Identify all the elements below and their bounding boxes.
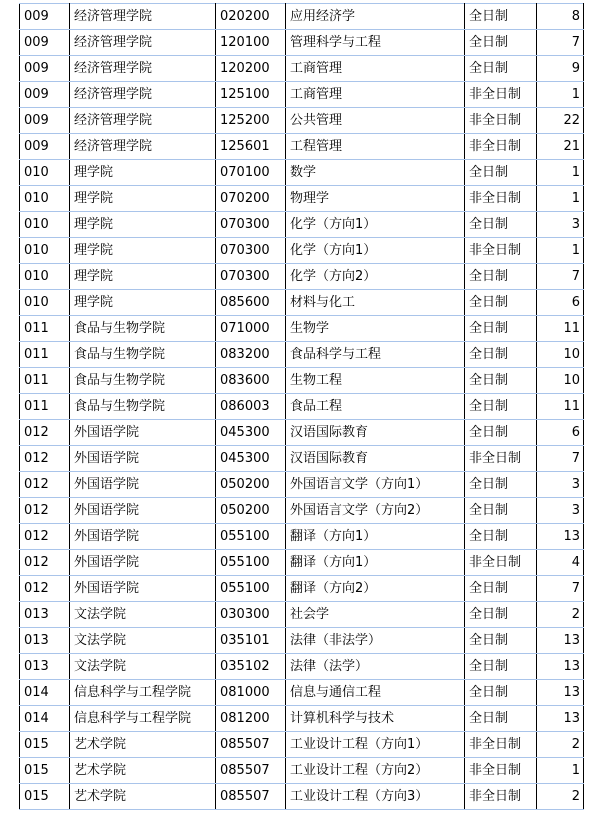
- quota-cell: 6: [537, 290, 584, 316]
- table-row: [20, 576, 584, 602]
- table-row: [20, 316, 584, 342]
- college-code-cell: 010: [20, 264, 70, 290]
- quota-cell: 10: [537, 368, 584, 394]
- college-name-cell: 理学院: [70, 264, 216, 290]
- college-name-cell: 食品与生物学院: [70, 316, 216, 342]
- college-name-cell: 信息科学与工程学院: [70, 706, 216, 732]
- major-name-cell: 计算机科学与技术: [286, 706, 465, 732]
- major-code-cell: 081000: [216, 680, 286, 706]
- major-name-cell: 社会学: [286, 602, 465, 628]
- major-code-cell: 070200: [216, 186, 286, 212]
- major-name-cell: 化学（方向1）: [286, 212, 465, 238]
- study-mode-cell: 非全日制: [465, 238, 537, 264]
- table-row: [20, 420, 584, 446]
- major-code-cell: 125100: [216, 82, 286, 108]
- major-name-cell: 翻译（方向2）: [286, 576, 465, 602]
- study-mode-cell: 非全日制: [465, 108, 537, 134]
- major-code-cell: 045300: [216, 446, 286, 472]
- table-row: [20, 498, 584, 524]
- table-row: [20, 706, 584, 732]
- college-name-cell: 外国语学院: [70, 446, 216, 472]
- college-code-cell: 010: [20, 160, 70, 186]
- table-row: [20, 212, 584, 238]
- study-mode-cell: 全日制: [465, 4, 537, 30]
- college-name-cell: 经济管理学院: [70, 82, 216, 108]
- college-code-cell: 015: [20, 732, 70, 758]
- enrollment-table: [19, 3, 584, 810]
- study-mode-cell: 全日制: [465, 342, 537, 368]
- table-row: [20, 160, 584, 186]
- quota-cell: 22: [537, 108, 584, 134]
- table-row: [20, 446, 584, 472]
- college-name-cell: 外国语学院: [70, 472, 216, 498]
- major-code-cell: 055100: [216, 550, 286, 576]
- college-code-cell: 009: [20, 134, 70, 160]
- quota-cell: 7: [537, 30, 584, 56]
- quota-cell: 3: [537, 472, 584, 498]
- major-name-cell: 汉语国际教育: [286, 446, 465, 472]
- major-name-cell: 生物学: [286, 316, 465, 342]
- study-mode-cell: 全日制: [465, 706, 537, 732]
- quota-cell: 1: [537, 82, 584, 108]
- quota-cell: 13: [537, 524, 584, 550]
- table-row: [20, 394, 584, 420]
- quota-cell: 1: [537, 160, 584, 186]
- enrollment-table-container: [19, 3, 583, 810]
- quota-cell: 2: [537, 732, 584, 758]
- major-code-cell: 070300: [216, 264, 286, 290]
- major-code-cell: 083600: [216, 368, 286, 394]
- study-mode-cell: 非全日制: [465, 550, 537, 576]
- major-code-cell: 081200: [216, 706, 286, 732]
- college-name-cell: 文法学院: [70, 654, 216, 680]
- quota-cell: 1: [537, 758, 584, 784]
- study-mode-cell: 全日制: [465, 212, 537, 238]
- college-name-cell: 文法学院: [70, 628, 216, 654]
- quota-cell: 13: [537, 654, 584, 680]
- major-name-cell: 应用经济学: [286, 4, 465, 30]
- table-row: [20, 654, 584, 680]
- major-name-cell: 化学（方向1）: [286, 238, 465, 264]
- table-row: [20, 108, 584, 134]
- quota-cell: 8: [537, 4, 584, 30]
- college-name-cell: 食品与生物学院: [70, 342, 216, 368]
- college-name-cell: 理学院: [70, 238, 216, 264]
- table-row: [20, 4, 584, 30]
- college-name-cell: 艺术学院: [70, 784, 216, 810]
- study-mode-cell: 全日制: [465, 498, 537, 524]
- quota-cell: 1: [537, 238, 584, 264]
- quota-cell: 2: [537, 784, 584, 810]
- major-name-cell: 工商管理: [286, 56, 465, 82]
- college-code-cell: 012: [20, 472, 70, 498]
- major-name-cell: 翻译（方向1）: [286, 524, 465, 550]
- study-mode-cell: 全日制: [465, 602, 537, 628]
- major-name-cell: 化学（方向2）: [286, 264, 465, 290]
- college-name-cell: 外国语学院: [70, 550, 216, 576]
- college-name-cell: 食品与生物学院: [70, 368, 216, 394]
- college-name-cell: 理学院: [70, 290, 216, 316]
- quota-cell: 13: [537, 628, 584, 654]
- college-code-cell: 015: [20, 784, 70, 810]
- study-mode-cell: 全日制: [465, 472, 537, 498]
- major-code-cell: 020200: [216, 4, 286, 30]
- table-row: [20, 342, 584, 368]
- major-name-cell: 法律（非法学）: [286, 628, 465, 654]
- quota-cell: 9: [537, 56, 584, 82]
- quota-cell: 21: [537, 134, 584, 160]
- college-code-cell: 012: [20, 498, 70, 524]
- quota-cell: 7: [537, 264, 584, 290]
- table-row: [20, 30, 584, 56]
- college-code-cell: 009: [20, 108, 70, 134]
- college-name-cell: 文法学院: [70, 602, 216, 628]
- table-row: [20, 784, 584, 810]
- college-name-cell: 经济管理学院: [70, 134, 216, 160]
- table-row: [20, 628, 584, 654]
- college-code-cell: 009: [20, 30, 70, 56]
- major-code-cell: 050200: [216, 498, 286, 524]
- study-mode-cell: 全日制: [465, 524, 537, 550]
- quota-cell: 2: [537, 602, 584, 628]
- college-code-cell: 010: [20, 212, 70, 238]
- college-code-cell: 013: [20, 628, 70, 654]
- college-code-cell: 014: [20, 680, 70, 706]
- quota-cell: 7: [537, 576, 584, 602]
- table-row: [20, 758, 584, 784]
- study-mode-cell: 全日制: [465, 576, 537, 602]
- table-row: [20, 82, 584, 108]
- table-row: [20, 550, 584, 576]
- major-name-cell: 外国语言文学（方向1）: [286, 472, 465, 498]
- quota-cell: 13: [537, 706, 584, 732]
- college-code-cell: 012: [20, 550, 70, 576]
- major-name-cell: 数学: [286, 160, 465, 186]
- college-name-cell: 理学院: [70, 160, 216, 186]
- table-row: [20, 680, 584, 706]
- college-code-cell: 014: [20, 706, 70, 732]
- study-mode-cell: 全日制: [465, 30, 537, 56]
- major-code-cell: 055100: [216, 524, 286, 550]
- college-code-cell: 011: [20, 316, 70, 342]
- study-mode-cell: 全日制: [465, 290, 537, 316]
- college-code-cell: 011: [20, 394, 70, 420]
- major-code-cell: 050200: [216, 472, 286, 498]
- major-code-cell: 055100: [216, 576, 286, 602]
- major-name-cell: 材料与化工: [286, 290, 465, 316]
- college-code-cell: 010: [20, 290, 70, 316]
- quota-cell: 10: [537, 342, 584, 368]
- college-name-cell: 经济管理学院: [70, 108, 216, 134]
- college-name-cell: 外国语学院: [70, 524, 216, 550]
- major-code-cell: 035101: [216, 628, 286, 654]
- table-row: [20, 472, 584, 498]
- college-code-cell: 009: [20, 4, 70, 30]
- study-mode-cell: 全日制: [465, 264, 537, 290]
- college-name-cell: 经济管理学院: [70, 56, 216, 82]
- major-name-cell: 外国语言文学（方向2）: [286, 498, 465, 524]
- major-code-cell: 120100: [216, 30, 286, 56]
- college-code-cell: 010: [20, 186, 70, 212]
- major-name-cell: 工业设计工程（方向3）: [286, 784, 465, 810]
- table-row: [20, 238, 584, 264]
- quota-cell: 4: [537, 550, 584, 576]
- major-name-cell: 工程管理: [286, 134, 465, 160]
- table-row: [20, 264, 584, 290]
- study-mode-cell: 全日制: [465, 680, 537, 706]
- study-mode-cell: 全日制: [465, 368, 537, 394]
- college-code-cell: 011: [20, 368, 70, 394]
- college-name-cell: 理学院: [70, 212, 216, 238]
- major-code-cell: 070100: [216, 160, 286, 186]
- college-code-cell: 009: [20, 56, 70, 82]
- table-row: [20, 186, 584, 212]
- major-code-cell: 125200: [216, 108, 286, 134]
- college-code-cell: 011: [20, 342, 70, 368]
- major-code-cell: 070300: [216, 212, 286, 238]
- college-name-cell: 外国语学院: [70, 420, 216, 446]
- major-name-cell: 公共管理: [286, 108, 465, 134]
- major-name-cell: 信息与通信工程: [286, 680, 465, 706]
- college-name-cell: 艺术学院: [70, 732, 216, 758]
- major-code-cell: 086003: [216, 394, 286, 420]
- college-code-cell: 013: [20, 654, 70, 680]
- major-code-cell: 085507: [216, 732, 286, 758]
- major-code-cell: 035102: [216, 654, 286, 680]
- major-name-cell: 工业设计工程（方向1）: [286, 732, 465, 758]
- quota-cell: 11: [537, 394, 584, 420]
- quota-cell: 11: [537, 316, 584, 342]
- college-name-cell: 理学院: [70, 186, 216, 212]
- college-code-cell: 013: [20, 602, 70, 628]
- major-code-cell: 085507: [216, 784, 286, 810]
- table-row: [20, 368, 584, 394]
- college-code-cell: 012: [20, 576, 70, 602]
- study-mode-cell: 非全日制: [465, 134, 537, 160]
- major-name-cell: 工业设计工程（方向2）: [286, 758, 465, 784]
- major-code-cell: 083200: [216, 342, 286, 368]
- quota-cell: 1: [537, 186, 584, 212]
- major-name-cell: 物理学: [286, 186, 465, 212]
- college-name-cell: 艺术学院: [70, 758, 216, 784]
- major-code-cell: 085600: [216, 290, 286, 316]
- quota-cell: 6: [537, 420, 584, 446]
- table-body: [20, 4, 584, 810]
- major-name-cell: 食品科学与工程: [286, 342, 465, 368]
- college-code-cell: 012: [20, 420, 70, 446]
- study-mode-cell: 非全日制: [465, 82, 537, 108]
- college-name-cell: 信息科学与工程学院: [70, 680, 216, 706]
- major-name-cell: 工商管理: [286, 82, 465, 108]
- study-mode-cell: 全日制: [465, 160, 537, 186]
- major-name-cell: 管理科学与工程: [286, 30, 465, 56]
- table-row: [20, 602, 584, 628]
- college-name-cell: 外国语学院: [70, 576, 216, 602]
- quota-cell: 13: [537, 680, 584, 706]
- college-code-cell: 009: [20, 82, 70, 108]
- major-code-cell: 071000: [216, 316, 286, 342]
- study-mode-cell: 非全日制: [465, 758, 537, 784]
- college-code-cell: 010: [20, 238, 70, 264]
- major-code-cell: 070300: [216, 238, 286, 264]
- major-code-cell: 030300: [216, 602, 286, 628]
- college-name-cell: 外国语学院: [70, 498, 216, 524]
- college-name-cell: 经济管理学院: [70, 30, 216, 56]
- table-row: [20, 56, 584, 82]
- study-mode-cell: 非全日制: [465, 186, 537, 212]
- major-code-cell: 120200: [216, 56, 286, 82]
- major-code-cell: 085507: [216, 758, 286, 784]
- major-name-cell: 食品工程: [286, 394, 465, 420]
- study-mode-cell: 全日制: [465, 394, 537, 420]
- college-code-cell: 015: [20, 758, 70, 784]
- quota-cell: 3: [537, 212, 584, 238]
- college-code-cell: 012: [20, 524, 70, 550]
- study-mode-cell: 全日制: [465, 56, 537, 82]
- college-name-cell: 经济管理学院: [70, 4, 216, 30]
- major-code-cell: 045300: [216, 420, 286, 446]
- table-row: [20, 732, 584, 758]
- table-row: [20, 134, 584, 160]
- major-name-cell: 汉语国际教育: [286, 420, 465, 446]
- study-mode-cell: 全日制: [465, 316, 537, 342]
- study-mode-cell: 非全日制: [465, 446, 537, 472]
- study-mode-cell: 全日制: [465, 420, 537, 446]
- college-name-cell: 食品与生物学院: [70, 394, 216, 420]
- study-mode-cell: 全日制: [465, 628, 537, 654]
- quota-cell: 7: [537, 446, 584, 472]
- major-name-cell: 翻译（方向1）: [286, 550, 465, 576]
- major-name-cell: 生物工程: [286, 368, 465, 394]
- major-code-cell: 125601: [216, 134, 286, 160]
- major-name-cell: 法律（法学）: [286, 654, 465, 680]
- study-mode-cell: 非全日制: [465, 784, 537, 810]
- quota-cell: 3: [537, 498, 584, 524]
- study-mode-cell: 全日制: [465, 654, 537, 680]
- college-code-cell: 012: [20, 446, 70, 472]
- table-row: [20, 524, 584, 550]
- table-row: [20, 290, 584, 316]
- study-mode-cell: 非全日制: [465, 732, 537, 758]
